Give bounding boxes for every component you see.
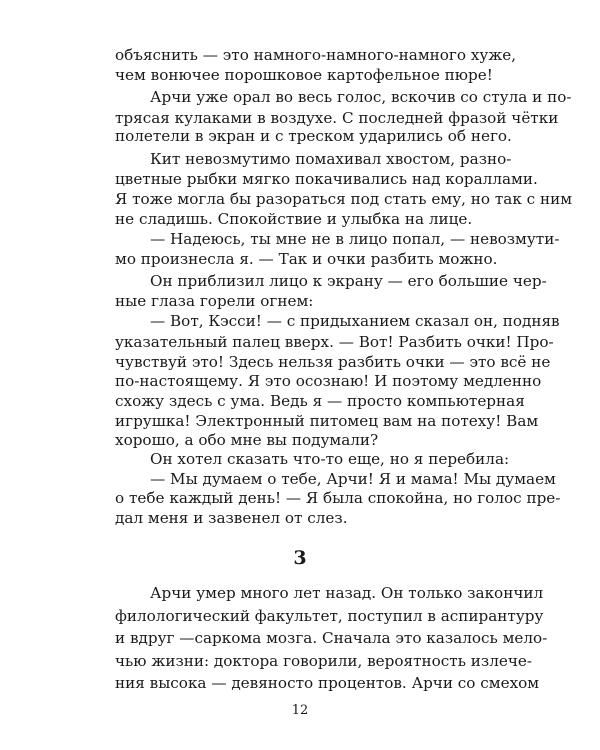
text-line: Он приблизил лицо к экрану — его большие чер- <box>150 272 547 290</box>
text-line: о тебе каждый день! — Я была спокойна, но голос пре- <box>115 489 561 507</box>
text-line: — Вот, Кэсси! — с придыханием сказал он, подняв <box>150 312 560 330</box>
text-line: Арчи умер много лет назад. Он только закончил <box>150 584 544 602</box>
text-line: игрушка! Электронный питомец вам на потеху! Вам <box>115 412 539 430</box>
text-line: чью жизни: доктора говорили, вероятность излече- <box>115 652 532 670</box>
chapter-number: 3 <box>293 547 307 569</box>
text-line: Я тоже могла бы разораться под стать ему, но так с ним <box>115 190 573 208</box>
text-line: по-настоящему. Я это осознаю! И поэтому медленно <box>115 372 542 390</box>
page-number: 12 <box>291 703 309 718</box>
text-line: ные глаза горели огнем: <box>115 292 314 310</box>
text-line: Он хотел сказать что-то еще, но я перебила: <box>150 450 510 468</box>
text-line: мо произнесла я. — Так и очки разбить можно. <box>115 250 498 268</box>
text-line: Кит невозмутимо помахивал хвостом, разно- <box>150 150 512 168</box>
text-line: — Мы думаем о тебе, Арчи! Я и мама! Мы думаем <box>150 470 556 488</box>
text-line: Арчи уже орал во весь голос, вскочив со стула и по- <box>150 88 572 106</box>
text-line: цветные рыбки мягко покачивались над кораллами. <box>115 170 538 188</box>
text-line: хорошо, а обо мне вы подумали? <box>115 431 379 449</box>
text-line: указательный палец вверх. — Вот! Разбить очки! Про- <box>115 333 554 351</box>
text-line: филологический факультет, поступил в аспирантуру <box>115 607 544 625</box>
text-line: чувствуй это! Здесь нельзя разбить очки — это всё не <box>115 353 551 371</box>
text-line: и вдруг —саркома мозга. Сначала это казалось мело- <box>115 629 548 647</box>
text-line: дал меня и зазвенел от слез. <box>115 509 348 527</box>
text-line: полетели в экран и с треском ударились об него. <box>115 127 512 145</box>
text-line: трясая кулаками в воздухе. С последней фразой чётки <box>115 109 559 127</box>
text-line: ния высока — девяносто процентов. Арчи со смехом <box>115 674 540 692</box>
text-line: — Надеюсь, ты мне не в лицо попал, — невозмути- <box>150 230 560 248</box>
text-line: чем вонючее порошковое картофельное пюре! <box>115 66 493 84</box>
text-line: не сладишь. Спокойствие и улыбка на лице. <box>115 210 473 228</box>
text-line: схожу здесь с ума. Ведь я — просто компьютерная <box>115 392 525 410</box>
text-line: объяснить — это намного-намного-намного хуже, <box>115 46 517 64</box>
